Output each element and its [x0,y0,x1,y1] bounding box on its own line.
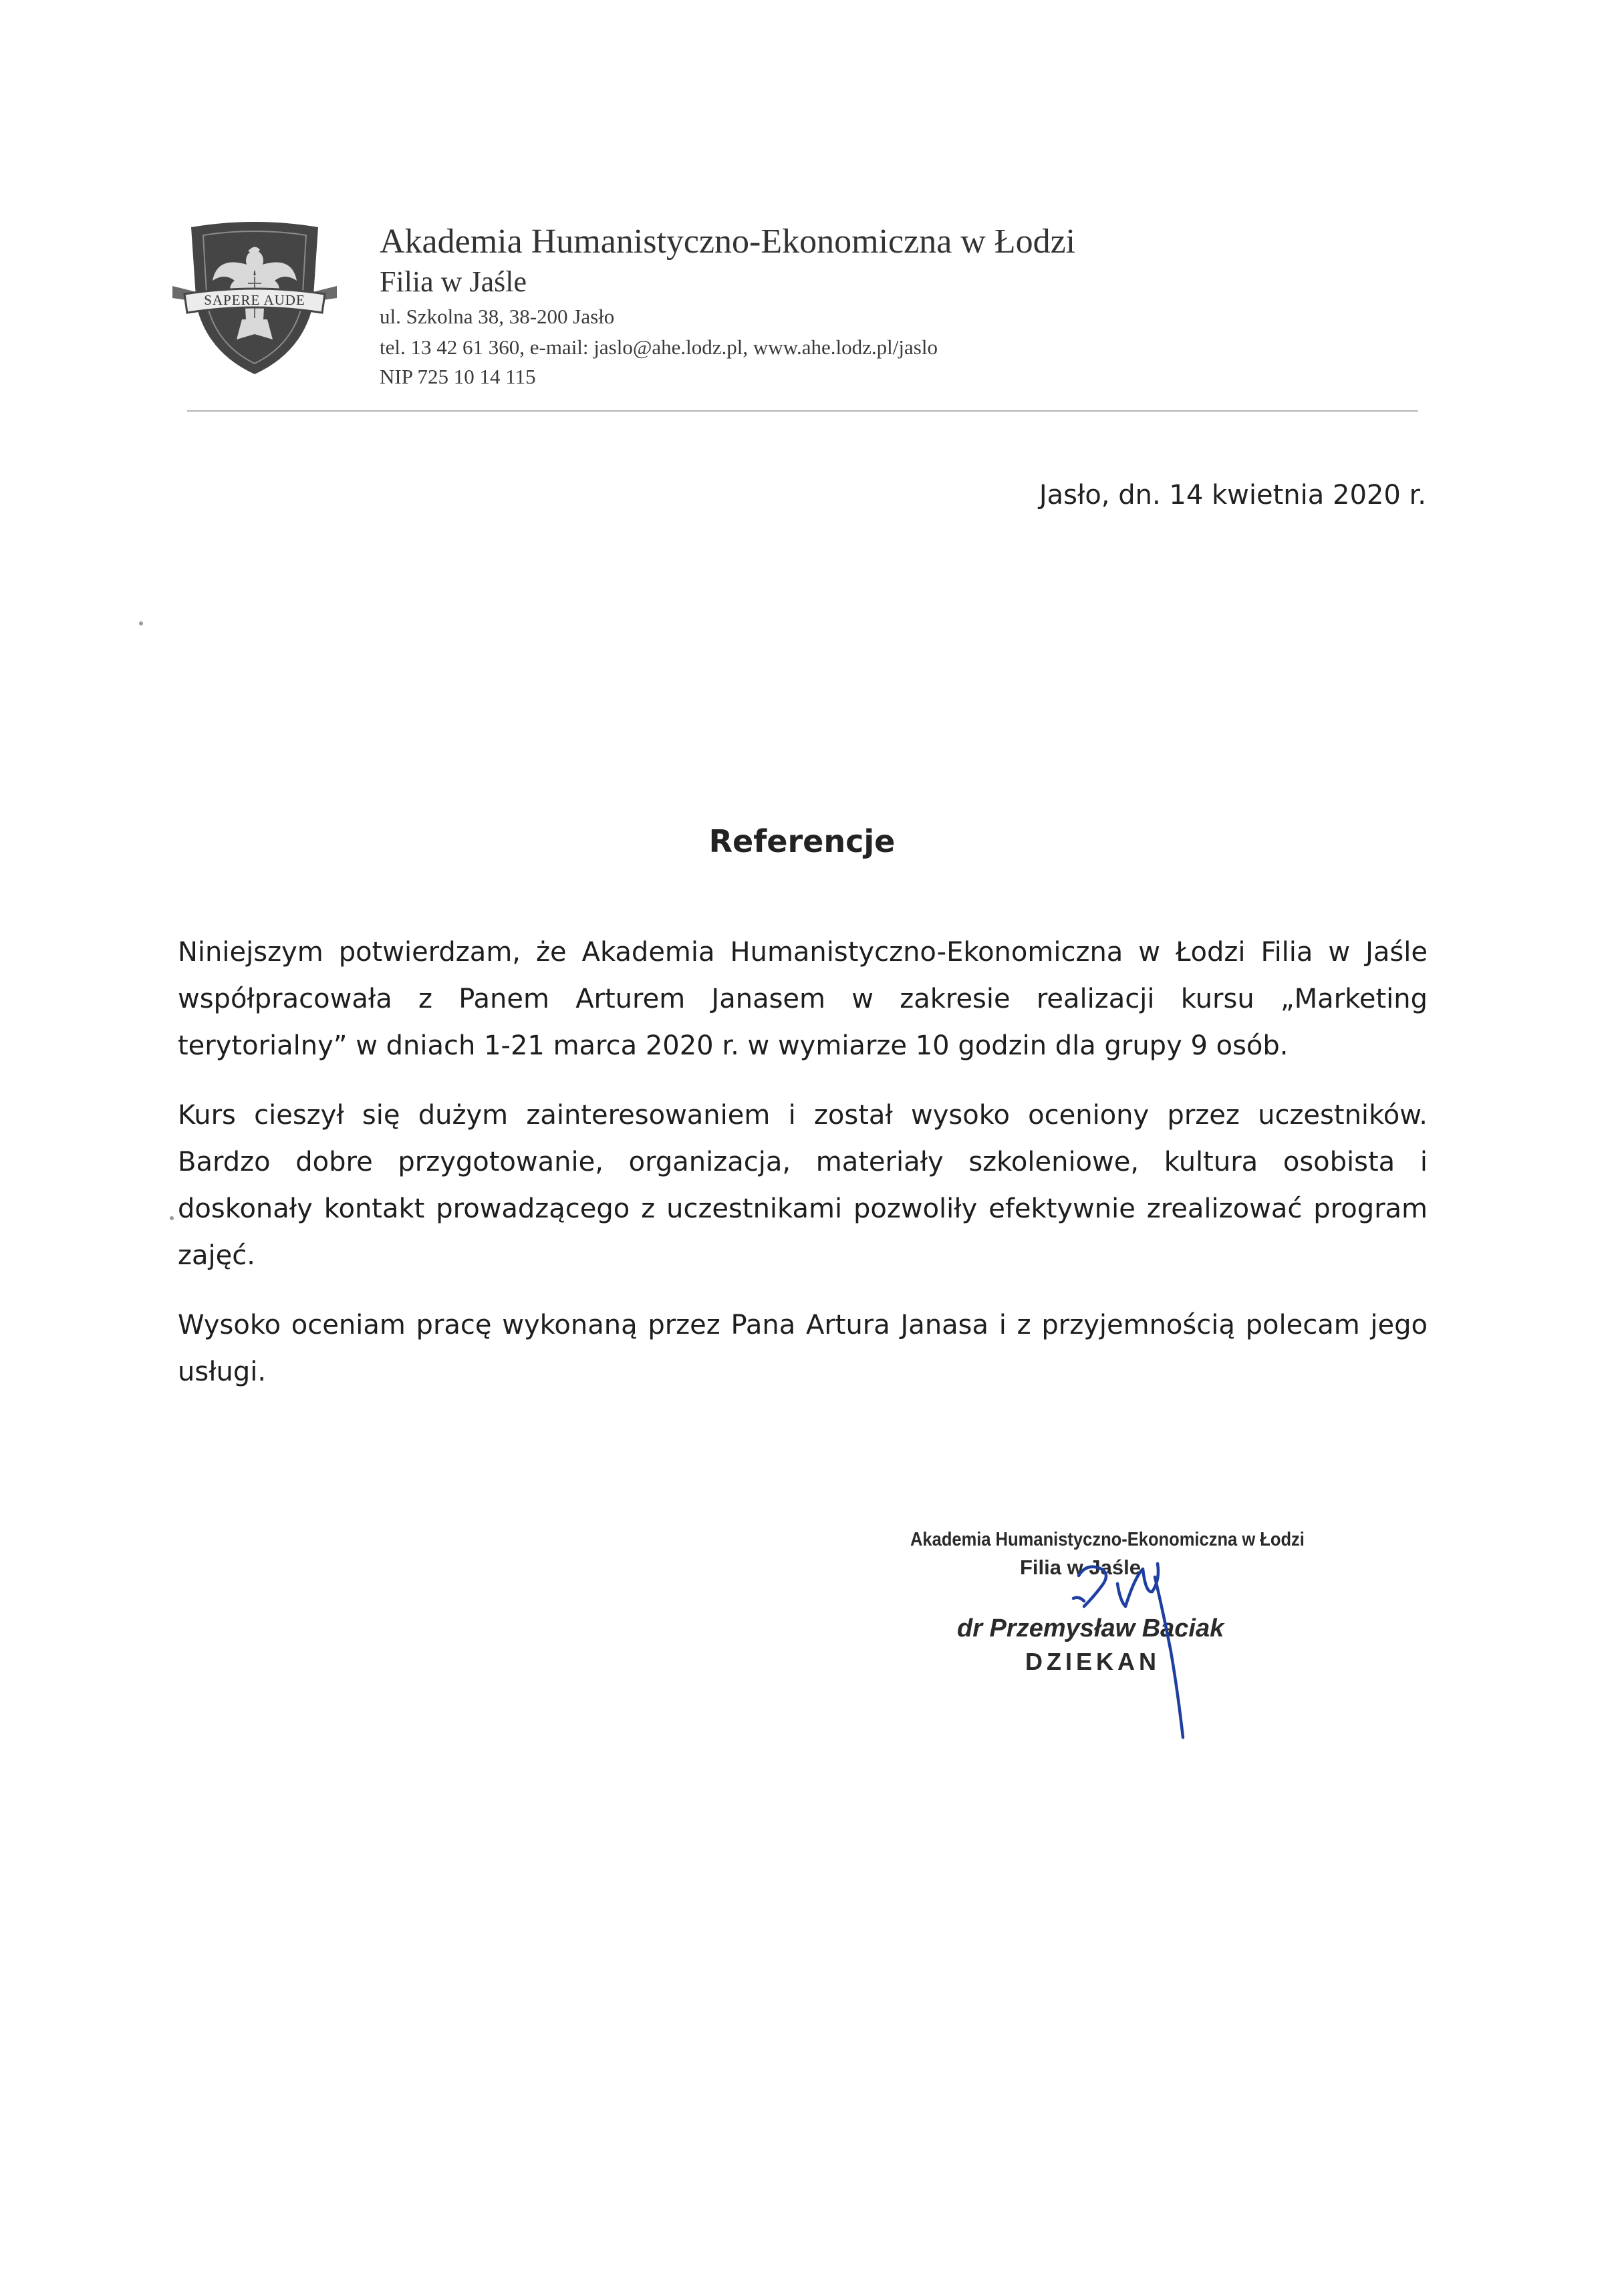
stamp-institution: Akademia Humanistyczno-Ekonomiczna w Łodzi [910,1529,1305,1550]
signatory-role: DZIEKAN [1025,1648,1160,1675]
svg-text:SAPERE AUDE: SAPERE AUDE [204,292,305,308]
institution-name: Akademia Humanistyczno-Ekonomiczna w Łodzi [380,223,1076,261]
institution-address: ul. Szkolna 38, 38-200 Jasło [380,305,615,328]
letterhead-divider [187,410,1418,412]
date-line: Jasło, dn. 14 kwietnia 2020 r. [1039,480,1426,511]
signatory-name: dr Przemysław Baciak [957,1614,1224,1642]
letter-body [178,929,1428,1418]
document-title: Referencje [708,823,896,859]
paragraph: Niniejszym potwierdzam, że Akademia Humanistyczno-Ekonomiczna w Łodzi Filia w Jaśle współpracowała z Panem Arturem Janasem w zakresie realizacji kursu „Marketing terytorialny” w dniach 1-21 marca 2020 r. w wymiarze 10 godzin dla grupy 9 osób. [178,937,1428,1061]
scan-mark [170,1216,174,1220]
scan-mark [139,621,143,625]
institution-contact: tel. 13 42 61 360, e-mail: jaslo@ahe.lodz.pl, www.ahe.lodz.pl/jaslo [380,335,938,359]
institution-nip: NIP 725 10 14 115 [380,365,536,388]
handwritten-signature [1023,1537,1223,1751]
paragraph: Kurs cieszył się dużym zainteresowaniem i został wysoko oceniony przez uczestników. Bardzo dobre przygotowanie, organizacja, materiały szkoleniowe, kultura osobista i doskonały kontakt prowadzącego z uczestnikami pozwoliły efektywnie zrealizować program zajęć. [178,1100,1428,1271]
university-logo [171,219,338,380]
branch-name: Filia w Jaśle [380,265,527,298]
paragraph: Wysoko oceniam pracę wykonaną przez Pana Artura Janasa i z przyjemnością polecam jego usługi. [178,1310,1428,1387]
stamp-branch: Filia w Jaśle [1020,1556,1141,1579]
